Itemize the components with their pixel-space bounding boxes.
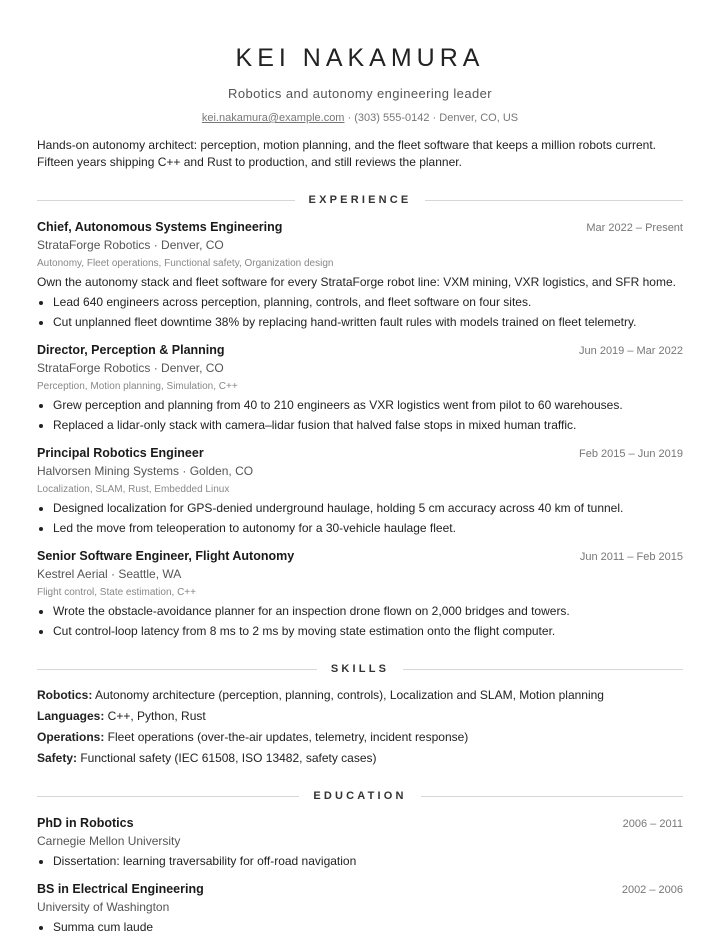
skill-row xyxy=(37,687,683,704)
experience-entry xyxy=(37,341,683,434)
job-tags: Autonomy, Fleet operations, Functional safety, Organization design xyxy=(37,258,334,269)
school: University of Washington xyxy=(37,900,170,914)
section-title: EXPERIENCE xyxy=(308,194,412,206)
skill-label: Robotics: xyxy=(37,688,93,702)
skill-label: Operations: xyxy=(37,730,105,744)
job-title: Principal Robotics Engineer xyxy=(37,446,204,460)
bullet-item: • Cut control-loop latency from 8 ms to 2 ms by moving state estimation onto the flight computer. xyxy=(53,623,683,640)
job-dates: Jun 2019 – Mar 2022 xyxy=(579,345,683,357)
education-bullets xyxy=(37,853,683,870)
contact-line xyxy=(37,111,683,125)
job-tags: Localization, SLAM, Rust, Embedded Linux xyxy=(37,484,230,495)
contact-details: · (303) 555-0142 · Denver, CO, US xyxy=(344,112,519,124)
candidate-name: KEI NAKAMURA xyxy=(235,44,485,72)
experience-entry xyxy=(37,547,683,640)
bullet-item: • Grew perception and planning from 40 to 210 engineers as VXR logistics went from pilot to 60 warehouses. xyxy=(53,397,683,414)
email-link[interactable]: kei.nakamura@example.com xyxy=(201,112,345,124)
skill-label: Safety: xyxy=(37,751,78,765)
job-company: StrataForge Robotics · Denver, CO xyxy=(37,238,224,252)
skill-value: Functional safety (IEC 61508, ISO 13482, safety cases) xyxy=(77,751,377,765)
experience-entry xyxy=(37,444,683,537)
experience-section-heading xyxy=(37,190,683,210)
education-entry xyxy=(37,814,683,870)
skill-label: Languages: xyxy=(37,709,105,723)
job-description: Own the autonomy stack and fleet software for every StrataForge robot line: VXM mining, VXR logistics, and SFR home. xyxy=(37,275,676,289)
bullet-item: • Designed localization for GPS-denied underground haulage, holding 5 cm accuracy across 40 km of tunnel. xyxy=(53,500,683,517)
skill-value: Fleet operations (over-the-air updates, telemetry, incident response) xyxy=(104,730,469,744)
education-dates: 2006 – 2011 xyxy=(622,818,683,830)
job-bullets xyxy=(37,500,683,537)
divider-left xyxy=(37,669,317,670)
job-bullets xyxy=(37,397,683,434)
section-title: SKILLS xyxy=(330,663,390,675)
skill-row xyxy=(37,729,683,746)
bullet-item: • Summa cum laude xyxy=(53,919,683,936)
bullet-item: • Wrote the obstacle-avoidance planner for an inspection drone flown on 2,000 bridges and towers. xyxy=(53,603,683,620)
job-title: Senior Software Engineer, Flight Autonomy xyxy=(37,549,295,563)
tagline: Robotics and autonomy engineering leader xyxy=(228,86,492,101)
education-section-heading xyxy=(37,786,683,806)
job-tags: Perception, Motion planning, Simulation, C++ xyxy=(37,381,238,392)
job-bullets xyxy=(37,603,683,640)
divider-left xyxy=(37,796,299,797)
job-company: Halvorsen Mining Systems · Golden, CO xyxy=(37,464,254,478)
bullet-item: • Led the move from teleoperation to autonomy for a 30-vehicle haulage fleet. xyxy=(53,520,683,537)
job-title: Chief, Autonomous Systems Engineering xyxy=(37,220,283,234)
education-bullets xyxy=(37,919,683,936)
job-dates: Jun 2011 – Feb 2015 xyxy=(579,551,683,563)
job-company: StrataForge Robotics · Denver, CO xyxy=(37,361,224,375)
job-title: Director, Perception & Planning xyxy=(37,343,225,357)
skill-row xyxy=(37,708,683,725)
degree: BS in Electrical Engineering xyxy=(37,882,204,896)
education-dates: 2002 – 2006 xyxy=(621,884,683,896)
education-entry xyxy=(37,880,683,936)
summary: Hands-on autonomy architect: perception, motion planning, and the fleet software that keeps a million robots current. Fifteen years shipping C++ and Rust to production, and still reviews the planner. xyxy=(37,138,657,169)
skill-value: C++, Python, Rust xyxy=(104,709,206,723)
section-title: EDUCATION xyxy=(313,790,407,802)
job-dates: Feb 2015 – Jun 2019 xyxy=(579,448,683,460)
school: Carnegie Mellon University xyxy=(37,834,181,848)
job-bullets xyxy=(37,294,683,331)
divider-left xyxy=(37,200,295,201)
bullet-item: • Lead 640 engineers across perception, planning, controls, and fleet software on four sites. xyxy=(53,294,683,311)
experience-entry xyxy=(37,218,683,331)
divider-right xyxy=(421,796,683,797)
skills-section-heading xyxy=(37,659,683,679)
divider-right xyxy=(403,669,683,670)
job-tags: Flight control, State estimation, C++ xyxy=(37,587,196,598)
divider-right xyxy=(425,200,683,201)
job-company: Kestrel Aerial · Seattle, WA xyxy=(37,567,182,581)
skill-row xyxy=(37,750,683,767)
skill-value: Autonomy architecture (perception, planning, controls), Localization and SLAM, Motion planning xyxy=(92,688,604,702)
degree: PhD in Robotics xyxy=(37,816,134,830)
job-dates: Mar 2022 – Present xyxy=(586,222,683,234)
bullet-item: • Replaced a lidar-only stack with camera–lidar fusion that halved false stops in mixed human traffic. xyxy=(53,417,683,434)
bullet-item: • Cut unplanned fleet downtime 38% by replacing hand-written fault rules with models trained on fleet telemetry. xyxy=(53,314,683,331)
bullet-item: • Dissertation: learning traversability for off-road navigation xyxy=(53,853,683,870)
